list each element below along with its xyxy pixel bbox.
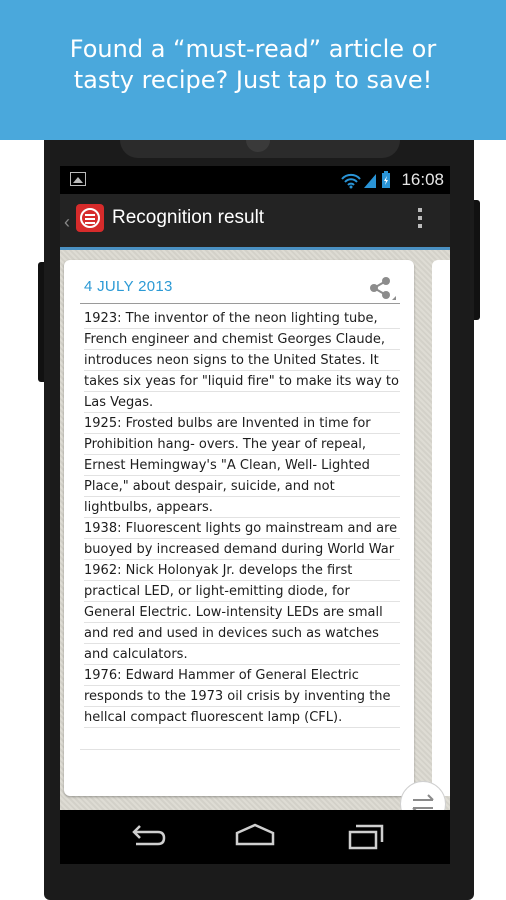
text-line: buoyed by increased demand during World War: [84, 539, 400, 560]
text-line: 1925: Frosted bulbs are Invented in time for: [84, 413, 400, 434]
text-line: hellcal compact fluorescent lamp (CFL).: [84, 707, 400, 728]
app-logo-icon[interactable]: [76, 204, 104, 232]
phone-screen: [60, 166, 450, 864]
text-line: Place," about despair, suicide, and not: [84, 476, 400, 497]
signal-icon: [364, 174, 376, 188]
home-icon[interactable]: [233, 820, 277, 852]
banner-line-2: tasty recipe? Just tap to save!: [73, 66, 433, 94]
text-line: and red and used in devices such as watches: [84, 623, 400, 644]
recent-apps-icon[interactable]: [342, 820, 386, 852]
back-icon[interactable]: [124, 820, 168, 852]
page-title: Recognition result: [112, 207, 265, 228]
text-line: 1976: Edward Hammer of General Electric: [84, 665, 400, 686]
text-line: Ernest Hemingway's "A Clean, Well- Lighted: [84, 455, 400, 476]
next-card-edge[interactable]: [432, 260, 450, 796]
content-area: [60, 250, 450, 810]
text-line: 1923: The inventor of the neon lighting tube,: [84, 308, 400, 329]
status-time: 16:08: [401, 170, 444, 189]
recognition-card: [64, 260, 414, 796]
date-divider: [80, 303, 400, 304]
wifi-icon: [342, 175, 360, 189]
connectivity-icons: [340, 171, 396, 189]
text-line: lightbulbs, appears.: [84, 497, 400, 518]
ruled-line: [80, 749, 400, 750]
text-line: practical LED, or light-emitting diode, for: [84, 581, 400, 602]
card-date: 4 JULY 2013: [84, 278, 173, 295]
text-line: 1938: Fluorescent lights go mainstream and are: [84, 518, 400, 539]
promo-banner: [0, 0, 506, 140]
navigation-bar: [60, 810, 450, 864]
image-icon: [70, 172, 86, 186]
battery-icon: [382, 171, 390, 188]
action-bar: [60, 194, 450, 250]
text-line: French engineer and chemist Georges Claude,: [84, 329, 400, 350]
text-line: introduces neon signs to the United States. It: [84, 350, 400, 371]
text-line: 1962: Nick Holonyak Jr. develops the first: [84, 560, 400, 581]
back-chevron-icon[interactable]: ‹: [64, 212, 70, 232]
text-line: and calculators.: [84, 644, 400, 665]
text-line: responds to the 1973 oil crisis by inventing the: [84, 686, 400, 707]
recognized-text[interactable]: [84, 308, 400, 728]
text-line: General Electric. Low-intensity LEDs are small: [84, 602, 400, 623]
banner-line-1: Found a “must-read” article or: [69, 35, 437, 63]
text-line: Las Vegas.: [84, 392, 400, 413]
text-line: Prohibition hang- overs. The year of repeal,: [84, 434, 400, 455]
status-bar: [60, 166, 450, 194]
share-icon[interactable]: [364, 272, 396, 304]
overflow-menu-icon[interactable]: [418, 208, 422, 232]
phone-power-button: [474, 200, 480, 320]
text-line: takes six yeas for "liquid fire" to make its way to: [84, 371, 400, 392]
